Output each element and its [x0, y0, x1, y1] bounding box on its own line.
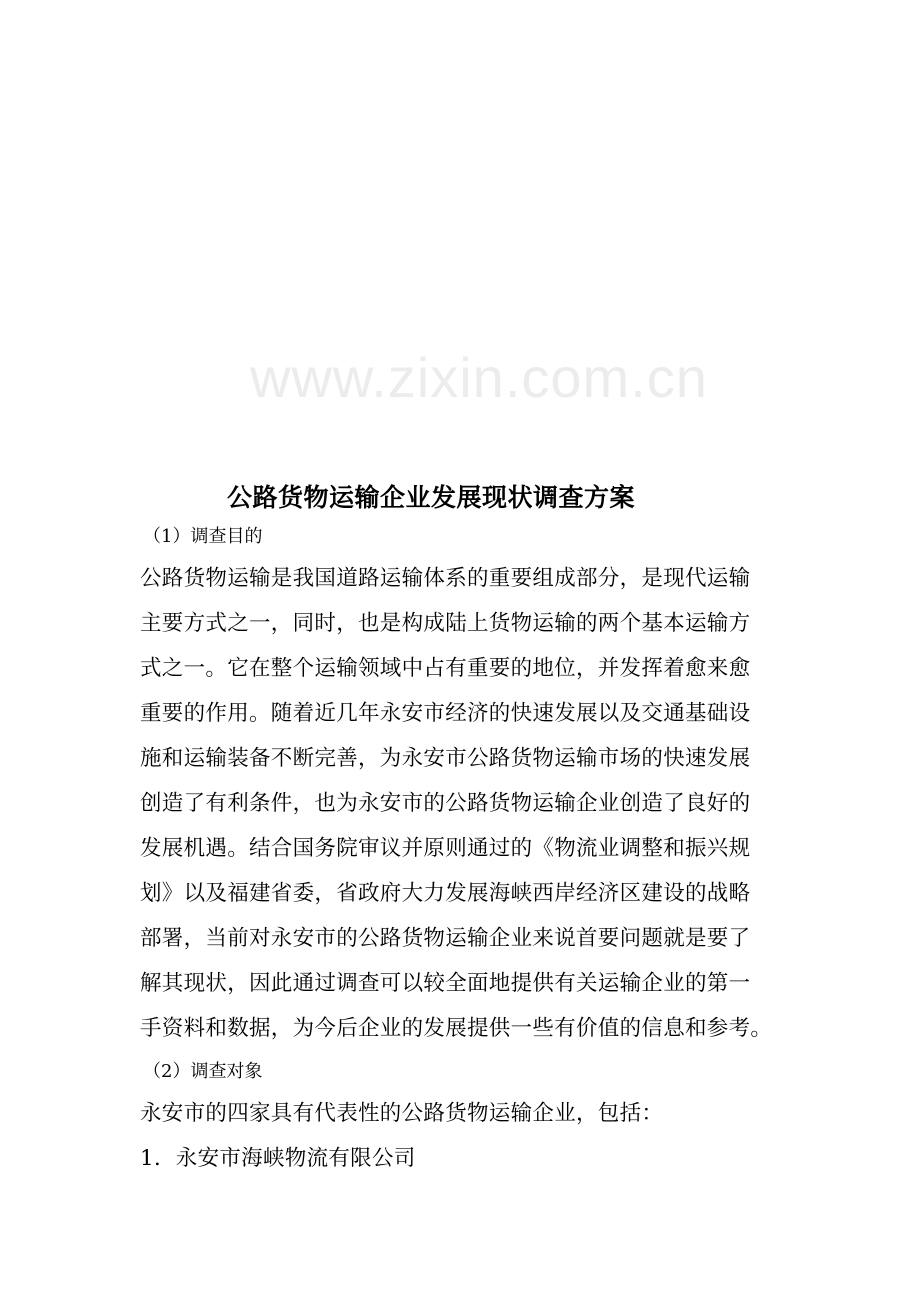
paragraph-line: 发展机遇。结合国务院审议并原则通过的《物流业调整和振兴规	[140, 836, 751, 861]
paragraph-line: 划》以及福建省委，省政府大力发展海峡西岸经济区建设的战略	[140, 881, 751, 906]
document-title: 公路货物运输企业发展现状调查方案	[226, 483, 635, 512]
section-heading-subjects: （2）调查对象	[143, 1061, 263, 1082]
section-heading-purpose: （1）调查目的	[143, 526, 263, 547]
paragraph-line: 施和运输装备不断完善，为永安市公路货物运输市场的快速发展	[140, 746, 751, 771]
paragraph-line: 手资料和数据，为今后企业的发展提供一些有价值的信息和参考。	[140, 1016, 773, 1041]
paragraph-line: 部署，当前对永安市的公路货物运输企业来说首要问题就是要了	[140, 926, 751, 951]
paragraph-line: 解其现状，因此通过调查可以较全面地提供有关运输企业的第一	[140, 971, 751, 996]
paragraph-line: 公路货物运输是我国道路运输体系的重要组成部分，是现代运输	[140, 566, 751, 591]
list-item: 1．永安市海峡物流有限公司	[140, 1146, 416, 1171]
paragraph-line: 重要的作用。随着近几年永安市经济的快速发展以及交通基础设	[140, 701, 751, 726]
watermark: www.zixin.com.cn	[250, 346, 708, 409]
subjects-intro: 永安市的四家具有代表性的公路货物运输企业，包括：	[140, 1101, 664, 1126]
paragraph-line: 主要方式之一，同时，也是构成陆上货物运输的两个基本运输方	[140, 611, 751, 636]
paragraph-line: 创造了有利条件，也为永安市的公路货物运输企业创造了良好的	[140, 791, 751, 816]
paragraph-line: 式之一。它在整个运输领域中占有重要的地位，并发挥着愈来愈	[140, 656, 751, 681]
